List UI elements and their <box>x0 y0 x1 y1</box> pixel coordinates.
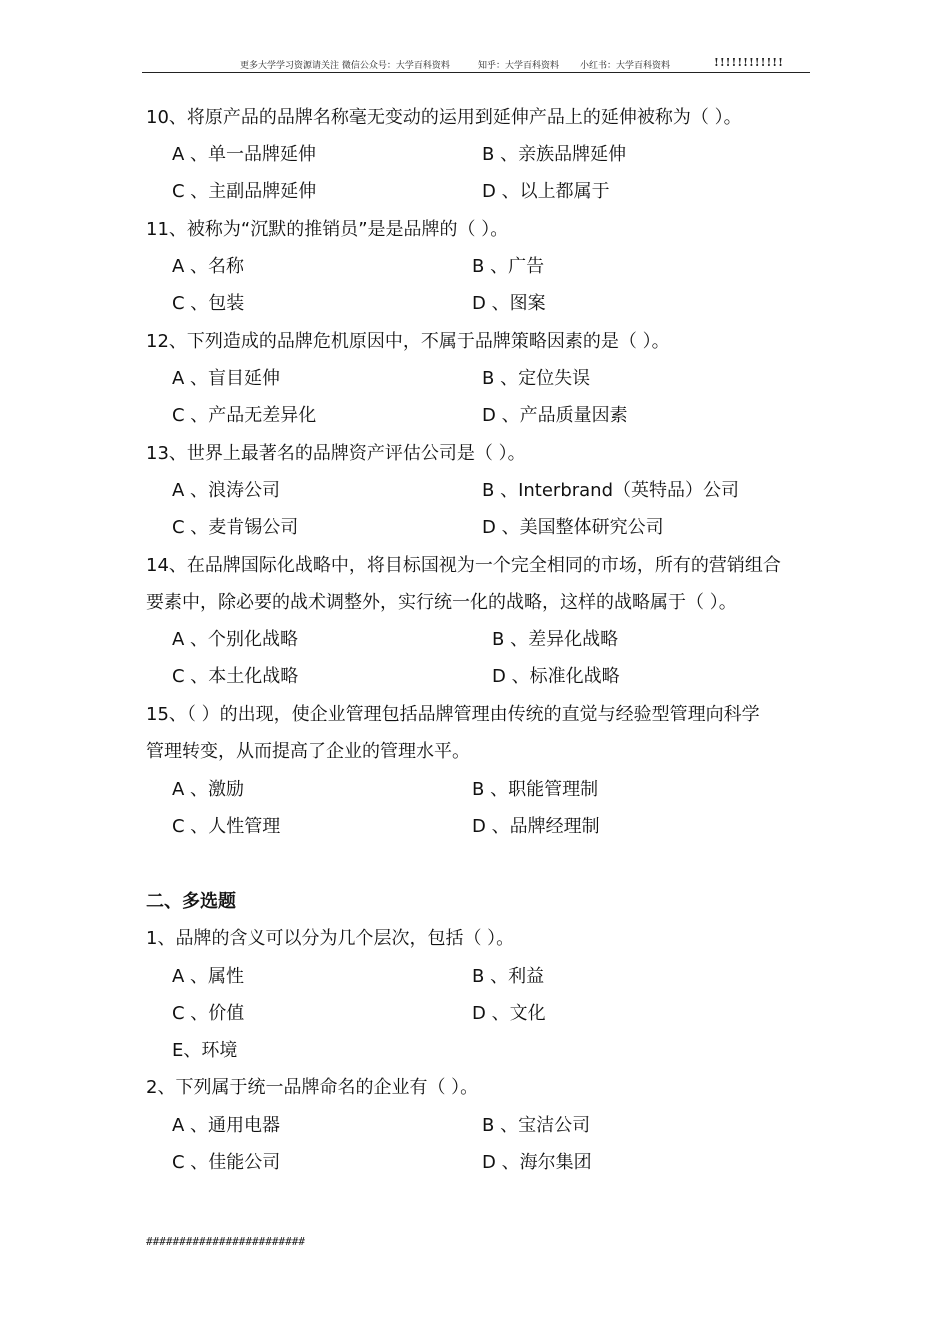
question-15-line-2: 管理转变，从而提高了企业的管理水平。 <box>146 741 470 762</box>
header-wechat-text: 更多大学学习资源请关注 微信公众号：大学百科资料 <box>240 61 450 71</box>
option-10-a: A 、单一品牌延伸 <box>172 144 317 165</box>
option-12-a: A 、盲目延伸 <box>172 368 281 389</box>
option-13-d: D 、美国整体研究公司 <box>482 517 664 538</box>
header-zhihu-text: 知乎：大学百科资料 <box>478 61 560 71</box>
mc-question-2: 2、下列属于统一品牌命名的企业有（ ）。 <box>146 1077 479 1098</box>
mc-option-1-e: E、环境 <box>172 1040 238 1061</box>
question-11: 11、被称为“沉默的推销员”是是品牌的（ ）。 <box>146 219 509 240</box>
mc-question-1: 1、品牌的含义可以分为几个层次，包括（ ）。 <box>146 928 515 949</box>
option-10-c: C 、主副品牌延伸 <box>172 181 317 202</box>
mc-option-1-c: C 、价值 <box>172 1003 245 1024</box>
header-marks: !!!!!!!!!!!! <box>714 56 784 69</box>
option-14-b: B 、差异化战略 <box>492 629 619 650</box>
option-11-c: C 、包装 <box>172 293 245 314</box>
option-12-d: D 、产品质量因素 <box>482 405 628 426</box>
mc-option-2-b: B 、宝洁公司 <box>482 1115 591 1136</box>
section-title-multiple-choice: 二、多选题 <box>146 891 236 912</box>
option-13-c: C 、麦肯锡公司 <box>172 517 299 538</box>
option-13-a: A 、浪涛公司 <box>172 480 281 501</box>
option-10-d: D 、以上都属于 <box>482 181 610 202</box>
option-12-b: B 、定位失误 <box>482 368 591 389</box>
option-15-c: C 、人性管理 <box>172 816 281 837</box>
question-14-line-2: 要素中，除必要的战术调整外，实行统一化的战略，这样的战略属于（ ）。 <box>146 592 737 613</box>
mc-option-2-c: C 、佳能公司 <box>172 1152 281 1173</box>
mc-option-1-a: A 、属性 <box>172 966 245 987</box>
option-15-a: A 、激励 <box>172 779 245 800</box>
question-10: 10、将原产品的品牌名称毫无变动的运用到延伸产品上的延伸被称为（ ）。 <box>146 107 742 128</box>
option-14-c: C 、本土化战略 <box>172 666 299 687</box>
option-13-b: B 、Interbrand（英特品）公司 <box>482 480 740 501</box>
option-14-a: A 、个别化战略 <box>172 629 299 650</box>
option-10-b: B 、亲族品牌延伸 <box>482 144 627 165</box>
mc-option-2-d: D 、海尔集团 <box>482 1152 592 1173</box>
mc-option-1-d: D 、文化 <box>472 1003 546 1024</box>
mc-option-1-b: B 、利益 <box>472 966 545 987</box>
page-header <box>142 56 810 72</box>
option-15-b: B 、职能管理制 <box>472 779 599 800</box>
question-13: 13、世界上最著名的品牌资产评估公司是（ ）。 <box>146 443 526 464</box>
header-rule <box>142 72 810 73</box>
option-11-d: D 、图案 <box>472 293 546 314</box>
option-11-a: A 、名称 <box>172 256 245 277</box>
mc-option-2-a: A 、通用电器 <box>172 1115 281 1136</box>
header-xiaohongshu-text: 小红书：大学百科资料 <box>580 61 671 71</box>
question-12: 12、下列造成的品牌危机原因中，不属于品牌策略因素的是（ ）。 <box>146 331 670 352</box>
page-footer: ######################## <box>146 1235 305 1248</box>
option-11-b: B 、广告 <box>472 256 545 277</box>
question-14-line-1: 14、在品牌国际化战略中，将目标国视为一个完全相同的市场，所有的营销组合 <box>146 555 781 576</box>
option-15-d: D 、品牌经理制 <box>472 816 600 837</box>
question-15-line-1: 15、（ ）的出现，使企业管理包括品牌管理由传统的直觉与经验型管理向科学 <box>146 704 760 725</box>
option-12-c: C 、产品无差异化 <box>172 405 317 426</box>
option-14-d: D 、标准化战略 <box>492 666 620 687</box>
